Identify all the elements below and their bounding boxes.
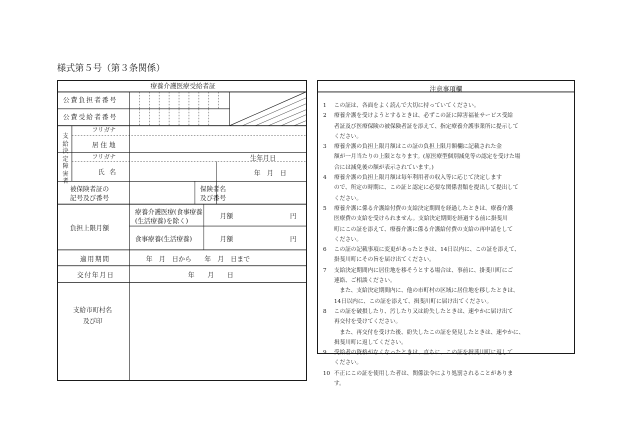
issuer-label-2: 及び印 [83,317,103,325]
address-label: 居住地 [92,141,118,149]
copay-limit-label: 負担上限月額 [70,224,109,232]
notice-item [323,101,573,111]
insured-card-label-2: 記号及び番号 [70,194,109,202]
medical-care-label-2: (生活療養)を除く) [135,217,189,225]
form-code-label: 様式第５号（第３条関係） [57,64,166,74]
issuer-label-1: 支給市町村名 [73,306,112,314]
notice-item [323,369,573,390]
notice-item-number: 4 [323,175,327,182]
notice-title: 注意事項欄 [429,85,463,93]
notice-item-text: 療養介護を受けようとするときは、必ずこの証に障害福祉サービス受給 者証及び医療保険の被保険者証を添えて、指定療養介護事業所に提示して ください。 [334,113,519,140]
monthly-amount-label-2: 月額 [220,235,233,243]
certificate-title: 療養介護医療受給者証 [150,82,216,90]
yen-label-1: 円 [290,212,297,220]
notice-item [323,142,573,173]
notice-item [323,173,573,204]
issue-date-label: 交付年月日 [77,271,115,279]
notice-item-text: 療養介護に係る介護給付費の支給決定期間を経過したときは、療養介護 医療費の支給を受けられません。支給決定期間を経過する前に掛斐川 町にこの証を添えて、療養介護に係る介護給付費の支給の再申請をして ください。 [334,205,514,243]
medical-care-label-1: 療養介護医療(食事療養 [135,208,203,216]
notice-item-text: 支給決定期間内に居住地を移そうとする場合は、事前に、掛斐川町にご 連絡、ご相談ください。 また、支給決定期間内に、他の市町村の区域に居住地を移したときは、 14日以内に、この証を添えて、揖斐川町に届け出てください。 [334,267,519,305]
notice-item [323,266,573,307]
notice-item-text: 不正にこの証を使用した者は、関係法令により処罰されることがありま す。 [334,370,514,388]
notice-item-number: 1 [323,103,327,109]
validity-period-label: 適用期間 [80,255,110,263]
notice-item-number: 3 [323,144,327,151]
notice-panel [317,80,575,388]
notice-item-number: 2 [323,113,327,120]
notice-item-number: 5 [323,205,327,212]
meal-care-label: 食事療養(生活療養) [135,235,193,243]
notice-item [323,204,573,245]
notice-item-number: 6 [323,247,327,254]
notice-list [323,101,573,389]
furigana-label-1: フリガナ [92,127,116,134]
name-label: 氏名 [98,168,121,176]
notice-item-text: 受給者の資格がなくなったときは、直ちに、この証を揖斐川町に返して ください。 [334,350,514,367]
notice-item [323,111,573,142]
validity-period-format: 年 月 日から 年 月 日まで [146,255,250,263]
notice-item-text: 療養介護の負担上限月額はこの証の負担上限月額欄に記載された金 額が一月当たりの上限となります。(原医療型個別減免等の認定を受けた場 合には減免後の額が表示されています。) [334,144,521,171]
birth-date-format: 年 月 日 [254,169,287,177]
notice-item-number: 10 [323,370,331,377]
furigana-label-2: フリガナ [92,154,116,161]
recipient-group-label: 支給決定障害者 [62,133,69,185]
insured-card-label-1: 被保険者証の [70,185,109,193]
birth-date-label: 生年月日 [250,154,276,162]
notice-item-text: この証は、各面をよく読んで大切に持っていてください。 [334,103,480,109]
insurer-number-label-1: 保険者名 [200,185,226,193]
certificate-panel [57,80,307,381]
notice-item [323,348,573,369]
notice-item-text: この証を破損したり、汚したり又は紛失したときは、速やかに届け出て 再交付を受けてください。 また、再交付を受けた後、紛失したこの証を発見したときは、速やかに、 揖斐川町に返してください。 [334,308,525,346]
issue-date-format: 年 月 日 [188,271,234,279]
yen-label-2: 円 [290,235,297,243]
notice-item-text: この証の記載事項に変更があったときは、14日以内に、この証を添えて、 掛斐川町にその旨を届け出てください。 [334,247,520,264]
recipient-number-label: 公費受給者番号 [63,113,118,121]
notice-item [323,245,573,266]
monthly-amount-label-1: 月額 [220,212,233,220]
notice-item-text: 療養介護の負担上限月額は毎年利用者の収入等に応じて決定します ので、所定の時期に、この証と認定に必要な関係書類を提出して提出して ください。 [334,175,519,202]
notice-item [323,307,573,348]
insurer-number-label-2: 及び番号 [200,194,226,202]
notice-item-number: 7 [323,267,327,274]
notice-item-number: 9 [323,350,327,357]
payer-number-label: 公費負担者番号 [63,96,118,104]
notice-item-number: 8 [323,308,327,315]
